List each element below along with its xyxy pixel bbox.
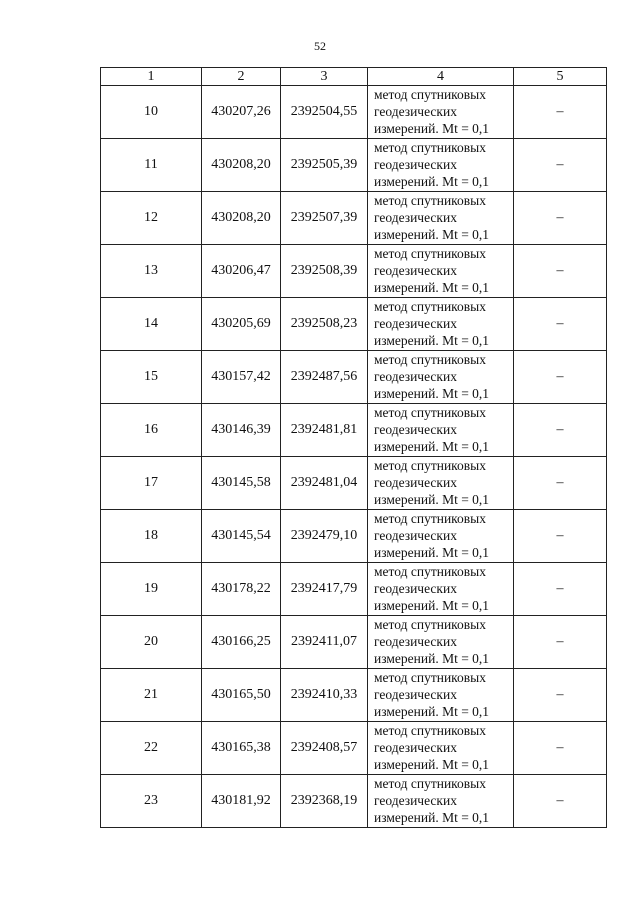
note-cell: – [514, 192, 607, 245]
table-row [101, 510, 607, 563]
method-line: метод спутниковых [374, 246, 486, 261]
method-cell [368, 351, 514, 404]
method-line: метод спутниковых [374, 723, 486, 738]
method-line: измерений. Mt = 0,1 [374, 227, 490, 242]
point-number-cell: 23 [101, 775, 202, 828]
method-cell [368, 616, 514, 669]
x-coordinate-cell: 430206,47 [202, 245, 281, 298]
method-line: измерений. Mt = 0,1 [374, 174, 490, 189]
method-line: геодезических [374, 634, 457, 649]
x-coordinate-cell: 430205,69 [202, 298, 281, 351]
page-number: 52 [314, 39, 326, 53]
table-row [101, 245, 607, 298]
x-coordinate-cell: 430146,39 [202, 404, 281, 457]
point-number-cell: 15 [101, 351, 202, 404]
method-cell [368, 510, 514, 563]
table-row [101, 351, 607, 404]
method-line: метод спутниковых [374, 87, 486, 102]
point-number-cell: 22 [101, 722, 202, 775]
note-cell: – [514, 139, 607, 192]
point-number-cell: 14 [101, 298, 202, 351]
method-cell [368, 245, 514, 298]
table-row [101, 722, 607, 775]
method-line: измерений. Mt = 0,1 [374, 492, 490, 507]
x-coordinate-cell: 430145,54 [202, 510, 281, 563]
method-line: геодезических [374, 316, 457, 331]
method-line: метод спутниковых [374, 405, 486, 420]
point-number-cell: 12 [101, 192, 202, 245]
method-line: геодезических [374, 422, 457, 437]
method-line: измерений. Mt = 0,1 [374, 651, 490, 666]
method-line: измерений. Mt = 0,1 [374, 545, 490, 560]
method-cell [368, 457, 514, 510]
point-number-cell: 19 [101, 563, 202, 616]
y-coordinate-cell: 2392508,23 [281, 298, 368, 351]
y-coordinate-cell: 2392481,81 [281, 404, 368, 457]
point-number-cell: 10 [101, 86, 202, 139]
point-number-cell: 21 [101, 669, 202, 722]
method-line: метод спутниковых [374, 352, 486, 367]
method-line: геодезических [374, 581, 457, 596]
method-cell [368, 192, 514, 245]
point-number-cell: 18 [101, 510, 202, 563]
y-coordinate-cell: 2392368,19 [281, 775, 368, 828]
header-col-3: 3 [281, 68, 368, 86]
point-number-cell: 13 [101, 245, 202, 298]
method-line: метод спутниковых [374, 458, 486, 473]
method-line: геодезических [374, 528, 457, 543]
method-line: измерений. Mt = 0,1 [374, 439, 490, 454]
note-cell: – [514, 510, 607, 563]
method-line: геодезических [374, 475, 457, 490]
note-cell: – [514, 351, 607, 404]
table-row [101, 404, 607, 457]
note-cell: – [514, 616, 607, 669]
method-cell [368, 775, 514, 828]
method-line: измерений. Mt = 0,1 [374, 810, 490, 825]
point-number-cell: 20 [101, 616, 202, 669]
method-line: измерений. Mt = 0,1 [374, 704, 490, 719]
table-row [101, 298, 607, 351]
note-cell: – [514, 775, 607, 828]
table-row [101, 457, 607, 510]
header-col-2: 2 [202, 68, 281, 86]
note-cell: – [514, 298, 607, 351]
x-coordinate-cell: 430165,50 [202, 669, 281, 722]
note-cell: – [514, 669, 607, 722]
method-line: геодезических [374, 263, 457, 278]
method-line: измерений. Mt = 0,1 [374, 386, 490, 401]
y-coordinate-cell: 2392505,39 [281, 139, 368, 192]
y-coordinate-cell: 2392504,55 [281, 86, 368, 139]
method-cell [368, 139, 514, 192]
method-cell [368, 298, 514, 351]
y-coordinate-cell: 2392487,56 [281, 351, 368, 404]
table-header [101, 68, 607, 86]
method-line: метод спутниковых [374, 776, 486, 791]
header-row [101, 68, 607, 86]
x-coordinate-cell: 430157,42 [202, 351, 281, 404]
table-row [101, 563, 607, 616]
method-line: измерений. Mt = 0,1 [374, 598, 490, 613]
header-col-4: 4 [368, 68, 514, 86]
table-body [101, 86, 607, 828]
table-row [101, 616, 607, 669]
x-coordinate-cell: 430207,26 [202, 86, 281, 139]
method-line: измерений. Mt = 0,1 [374, 757, 490, 772]
method-line: метод спутниковых [374, 299, 486, 314]
method-line: геодезических [374, 369, 457, 384]
coordinates-table [100, 67, 607, 828]
table-row [101, 669, 607, 722]
y-coordinate-cell: 2392479,10 [281, 510, 368, 563]
y-coordinate-cell: 2392410,33 [281, 669, 368, 722]
method-line: метод спутниковых [374, 511, 486, 526]
method-line: метод спутниковых [374, 564, 486, 579]
x-coordinate-cell: 430178,22 [202, 563, 281, 616]
method-line: метод спутниковых [374, 140, 486, 155]
header-col-5: 5 [514, 68, 607, 86]
note-cell: – [514, 86, 607, 139]
y-coordinate-cell: 2392507,39 [281, 192, 368, 245]
method-line: геодезических [374, 793, 457, 808]
method-line: измерений. Mt = 0,1 [374, 280, 490, 295]
x-coordinate-cell: 430165,38 [202, 722, 281, 775]
y-coordinate-cell: 2392508,39 [281, 245, 368, 298]
table-row [101, 139, 607, 192]
method-line: геодезических [374, 157, 457, 172]
note-cell: – [514, 563, 607, 616]
y-coordinate-cell: 2392408,57 [281, 722, 368, 775]
method-cell [368, 669, 514, 722]
x-coordinate-cell: 430166,25 [202, 616, 281, 669]
x-coordinate-cell: 430145,58 [202, 457, 281, 510]
method-line: метод спутниковых [374, 617, 486, 632]
point-number-cell: 16 [101, 404, 202, 457]
note-cell: – [514, 457, 607, 510]
note-cell: – [514, 245, 607, 298]
header-col-1: 1 [101, 68, 202, 86]
note-cell: – [514, 722, 607, 775]
method-cell [368, 722, 514, 775]
method-line: метод спутниковых [374, 670, 486, 685]
x-coordinate-cell: 430208,20 [202, 139, 281, 192]
point-number-cell: 17 [101, 457, 202, 510]
y-coordinate-cell: 2392411,07 [281, 616, 368, 669]
x-coordinate-cell: 430181,92 [202, 775, 281, 828]
method-line: измерений. Mt = 0,1 [374, 333, 490, 348]
y-coordinate-cell: 2392481,04 [281, 457, 368, 510]
method-cell [368, 86, 514, 139]
method-line: геодезических [374, 740, 457, 755]
table-row [101, 192, 607, 245]
x-coordinate-cell: 430208,20 [202, 192, 281, 245]
method-cell [368, 404, 514, 457]
method-line: геодезических [374, 210, 457, 225]
method-line: метод спутниковых [374, 193, 486, 208]
table-row [101, 86, 607, 139]
method-line: геодезических [374, 104, 457, 119]
point-number-cell: 11 [101, 139, 202, 192]
method-line: геодезических [374, 687, 457, 702]
method-line: измерений. Mt = 0,1 [374, 121, 490, 136]
method-cell [368, 563, 514, 616]
table-row [101, 775, 607, 828]
y-coordinate-cell: 2392417,79 [281, 563, 368, 616]
note-cell: – [514, 404, 607, 457]
